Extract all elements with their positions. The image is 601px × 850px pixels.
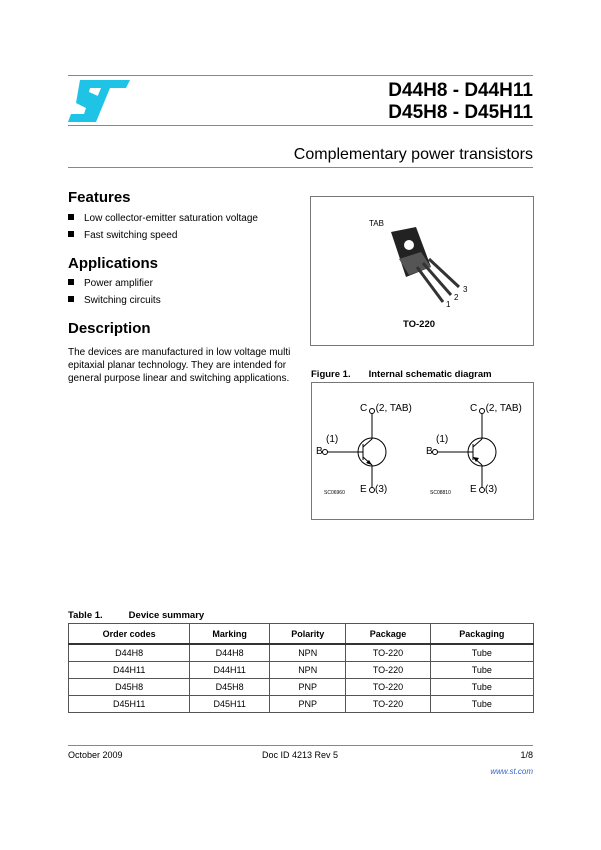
cell: D45H11 xyxy=(69,696,190,713)
description-text: The devices are manufactured in low voltage multi epitaxial planar technology. They are intended for general purpose linear and switching applications. xyxy=(68,347,291,384)
cell: TO-220 xyxy=(346,644,430,662)
table-row xyxy=(69,696,534,713)
column-header: Order codes xyxy=(69,624,190,645)
footer-date: October 2009 xyxy=(68,750,123,760)
cell: D45H11 xyxy=(190,696,270,713)
cell: D44H11 xyxy=(190,662,270,679)
column-header: Marking xyxy=(190,624,270,645)
pnp-collector-label: C (2, TAB) xyxy=(470,403,522,414)
cell: D45H8 xyxy=(69,679,190,696)
list-item: Low collector-emitter saturation voltage xyxy=(68,213,258,224)
cell: D44H11 xyxy=(69,662,190,679)
column-header: Package xyxy=(346,624,430,645)
figure1-caption: Figure 1. Internal schematic diagram xyxy=(311,369,492,380)
cell: TO-220 xyxy=(346,696,430,713)
pnp-base-pin: (1) xyxy=(436,434,449,445)
cell: D44H8 xyxy=(69,644,190,662)
npn-base-label: B xyxy=(316,446,323,457)
package-box xyxy=(310,196,534,346)
pnp-emitter-label: E (3) xyxy=(470,484,498,495)
website-link[interactable]: www.st.com xyxy=(490,767,533,776)
tab-label: TAB xyxy=(369,219,384,228)
cell: PNP xyxy=(270,696,346,713)
list-item: Switching circuits xyxy=(68,295,161,306)
list-item: Power amplifier xyxy=(68,278,153,289)
table-row xyxy=(69,662,534,679)
column-header: Polarity xyxy=(270,624,346,645)
pin-label: 1 xyxy=(446,300,451,309)
table-row xyxy=(69,679,534,696)
footer-page: 1/8 xyxy=(520,750,533,760)
footer-rule xyxy=(68,745,533,746)
npn-code: SC06960 xyxy=(324,490,345,496)
pin-label: 3 xyxy=(463,285,468,294)
title-line-1: D44H8 - D44H11 xyxy=(388,80,533,101)
column-header: Packaging xyxy=(430,624,533,645)
cell: NPN xyxy=(270,662,346,679)
st-logo xyxy=(68,80,130,122)
schematic-box xyxy=(311,382,534,520)
features-heading: Features xyxy=(68,189,131,206)
cell: Tube xyxy=(430,696,533,713)
cell: NPN xyxy=(270,644,346,662)
subtitle: Complementary power transistors xyxy=(293,146,533,163)
footer-doc-id: Doc ID 4213 Rev 5 xyxy=(262,750,339,760)
table-row xyxy=(69,644,534,662)
npn-collector-label: C (2, TAB) xyxy=(360,403,412,414)
cell: D44H8 xyxy=(190,644,270,662)
list-item: Fast switching speed xyxy=(68,230,177,241)
npn-emitter-label: E (3) xyxy=(360,484,388,495)
rule xyxy=(68,167,533,168)
cell: Tube xyxy=(430,662,533,679)
cell: TO-220 xyxy=(346,662,430,679)
applications-heading: Applications xyxy=(68,255,159,272)
description-heading: Description xyxy=(68,320,151,337)
cell: PNP xyxy=(270,679,346,696)
pnp-base-label: B xyxy=(426,446,433,457)
rule xyxy=(68,125,533,126)
cell: Tube xyxy=(430,644,533,662)
table1-caption: Table 1. Device summary xyxy=(68,610,205,621)
pnp-code: SC08810 xyxy=(430,490,451,496)
pin-label: 2 xyxy=(454,293,459,302)
device-summary-table xyxy=(68,623,534,713)
npn-base-pin: (1) xyxy=(326,434,339,445)
table-header-row xyxy=(69,624,534,645)
cell: TO-220 xyxy=(346,679,430,696)
title-line-2: D45H8 - D45H11 xyxy=(388,102,533,123)
top-rule xyxy=(68,75,533,76)
package-name: TO-220 xyxy=(403,319,436,330)
cell: D45H8 xyxy=(190,679,270,696)
cell: Tube xyxy=(430,679,533,696)
